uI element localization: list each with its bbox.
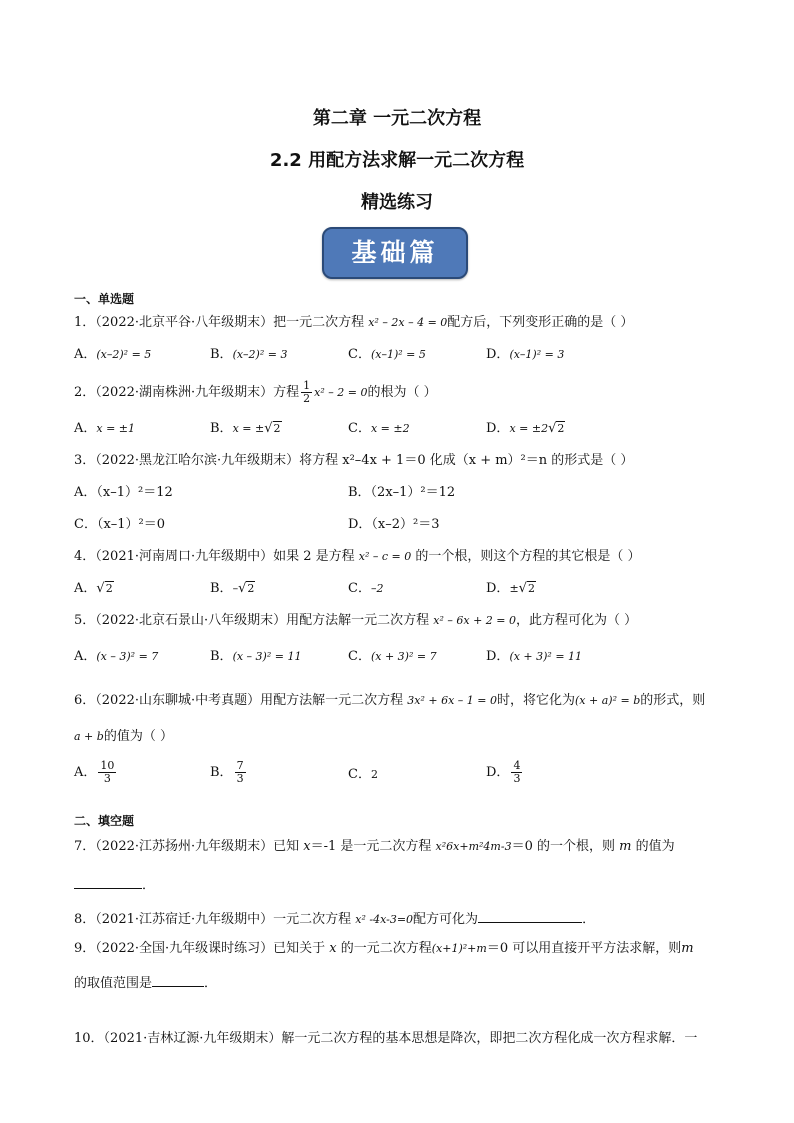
q5-option-a: A．(x – 3)² = 7 [74,649,159,664]
q5-option-d: D．(x + 3)² = 11 [486,649,583,664]
question-5: 5．（2022·北京石景山·八年级期末）用配方法解一元二次方程 x² – 6x + 2 = 0，此方程可化为（ ） [74,613,638,628]
question-9-line-2: 的取值范围是 ． [74,972,217,993]
q2-option-b: B．x = ±√2 [210,421,281,436]
q3-option-b: B．（2x–1）²＝12 [348,485,456,500]
question-6: 6．（2022·山东聊城·中考真题）用配方法解一元二次方程 3x² + 6x – 1 = 0时，将它化为(x + a)² = b的形式，则 [74,693,706,708]
q3-option-d: D．（x–2）²＝3 [348,517,440,532]
q4-option-a: A．√2 [74,581,113,596]
section-heading-fill-in: 二、填空题 [74,814,135,828]
question-7-line-2: ． [74,874,155,895]
q1-option-b: B．(x–2)² = 3 [210,347,288,362]
q5-option-c: C．(x + 3)² = 7 [348,649,437,664]
question-10: 10．（2021·吉林辽源·九年级期末）解一元二次方程的基本思想是降次，即把二次方程化成一次方程求解．一 [74,1031,698,1046]
q3-option-a: A．（x–1）²＝12 [74,485,173,500]
question-6-line-2: a + b的值为（ ） [74,729,173,744]
question-8: 8．（2021·江苏宿迁·九年级期中）一元二次方程 x² -4x-3=0配方可化为 ． [74,908,595,929]
q8-answer-blank[interactable] [478,908,582,923]
q1-option-a: A．(x–2)² = 5 [74,347,152,362]
q4-option-d: D．±√2 [486,581,535,596]
q1-equation: x² – 2x – 4 = 0 [368,316,448,329]
q3-option-c: C．（x–1）²＝0 [74,517,166,532]
q6-option-d: D． $\frac{4}{3}$ [486,759,521,785]
section-title: 2.2 用配方法求解一元二次方程 [269,150,525,171]
question-9: 9．（2022·全国·九年级课时练习）已知关于 x 的一元二次方程(x+1)²+m＝0 可以用直接开平方法求解，则m [74,941,694,956]
question-7: 7．（2022·江苏扬州·九年级期末）已知 x＝-1 是一元二次方程 x²6x+m²4m-3＝0 的一个根，则 m 的值为 [74,839,675,854]
q1-option-d: D．(x–1)² = 3 [486,347,565,362]
level-badge: 基础篇 [322,227,468,279]
question-2: 2．（2022·湖南株洲·九年级期末）方程 $\frac{1}{2}$ x² – 2 = 0的根为（ ） [74,379,437,405]
q2-option-a: A．x = ±1 [74,421,136,436]
chapter-title: 第二章 一元二次方程 [312,108,482,129]
q2-option-d: D．x = ±2√2 [486,421,565,436]
q2-fraction: $\frac{1}{2}$ [303,379,311,405]
q6-option-c: C．2 [348,767,378,782]
q5-option-b: B．(x – 3)² = 11 [210,649,302,664]
q1-prefix: 1．（2022·北京平谷·八年级期末）把一元二次方程 [74,315,369,330]
q4-option-b: B．–√2 [210,581,255,596]
q2-option-c: C．x = ±2 [348,421,410,436]
question-4: 4．（2021·河南周口·九年级期中）如果 2 是方程 x² – c = 0 的一个根，则这个方程的其它根是（ ） [74,549,641,564]
q4-option-c: C．–2 [348,581,384,596]
q9-answer-blank[interactable] [152,972,204,987]
q7-answer-blank[interactable] [74,874,142,889]
section-heading-single-choice: 一、单选题 [74,292,135,306]
q6-option-a: A． $\frac{10}{3}$ [74,759,115,785]
question-1 [74,314,633,332]
q1-suffix: 配方后，下列变形正确的是（ ） [447,315,634,330]
q1-option-c: C．(x–1)² = 5 [348,347,426,362]
subtitle: 精选练习 [361,192,433,213]
question-3: 3．（2022·黑龙江哈尔滨·九年级期末）将方程 x²–4x + 1＝0 化成（x + m）²＝n 的形式是（ ） [74,453,634,468]
q6-option-b: B． $\frac{7}{3}$ [210,759,244,785]
